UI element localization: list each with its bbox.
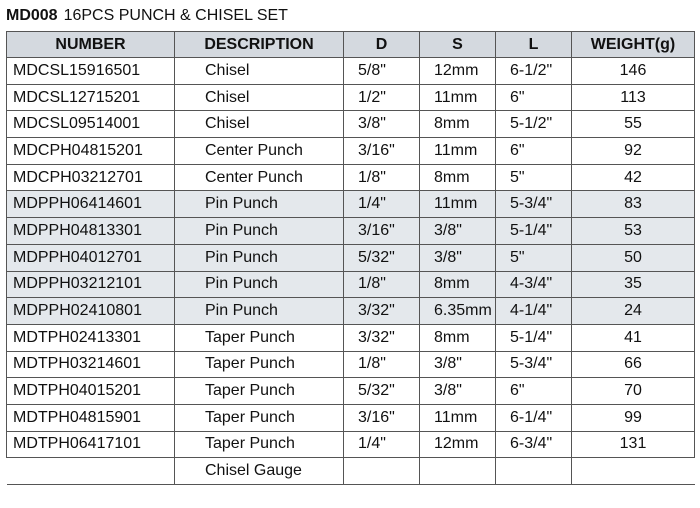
cell-s: 11mm: [420, 84, 496, 111]
cell-weight: 92: [572, 138, 695, 165]
cell-s: 3/8": [420, 351, 496, 378]
cell-d: 3/32": [344, 324, 420, 351]
cell-d: 1/2": [344, 84, 420, 111]
cell-description: Taper Punch: [175, 431, 344, 458]
cell-weight: 66: [572, 351, 695, 378]
cell-number: MDPPH06414601: [7, 191, 175, 218]
cell-weight: 50: [572, 244, 695, 271]
cell-description: Pin Punch: [175, 244, 344, 271]
cell-number: MDPPH02410801: [7, 298, 175, 325]
table-row: [7, 271, 695, 298]
header-number: NUMBER: [7, 32, 175, 58]
cell-weight: 41: [572, 324, 695, 351]
cell-l: 6": [496, 138, 572, 165]
cell-description: Center Punch: [175, 164, 344, 191]
cell-s: 12mm: [420, 58, 496, 85]
cell-description: Chisel: [175, 111, 344, 138]
set-title: 16PCS PUNCH & CHISEL SET: [63, 7, 288, 24]
table-row: [7, 218, 695, 245]
cell-description: Taper Punch: [175, 324, 344, 351]
cell-d: 5/32": [344, 244, 420, 271]
cell-weight: 53: [572, 218, 695, 245]
cell-d: 3/16": [344, 138, 420, 165]
cell-weight: [572, 458, 695, 485]
cell-weight: 42: [572, 164, 695, 191]
cell-l: 6": [496, 378, 572, 405]
cell-number: MDPPH03212101: [7, 271, 175, 298]
table-row: [7, 298, 695, 325]
cell-weight: 70: [572, 378, 695, 405]
table-row: [7, 378, 695, 405]
table-row: [7, 244, 695, 271]
cell-d: [344, 458, 420, 485]
header-row: [7, 32, 695, 58]
cell-description: Taper Punch: [175, 351, 344, 378]
cell-description: Pin Punch: [175, 191, 344, 218]
cell-number: MDCPH03212701: [7, 164, 175, 191]
set-heading: [6, 5, 288, 27]
cell-description: Taper Punch: [175, 404, 344, 431]
table-row: [7, 324, 695, 351]
cell-d: 5/8": [344, 58, 420, 85]
cell-description: Chisel Gauge: [175, 458, 344, 485]
table-row: [7, 191, 695, 218]
cell-number: MDCSL12715201: [7, 84, 175, 111]
cell-s: 3/8": [420, 378, 496, 405]
table-row: [7, 164, 695, 191]
cell-description: Chisel: [175, 84, 344, 111]
table-row: [7, 138, 695, 165]
cell-l: [496, 458, 572, 485]
cell-weight: 24: [572, 298, 695, 325]
cell-s: [420, 458, 496, 485]
cell-d: 1/8": [344, 351, 420, 378]
cell-s: 11mm: [420, 191, 496, 218]
table-header: [7, 32, 695, 58]
cell-s: 8mm: [420, 111, 496, 138]
cell-l: 5-3/4": [496, 351, 572, 378]
cell-weight: 55: [572, 111, 695, 138]
cell-l: 5": [496, 244, 572, 271]
cell-weight: 83: [572, 191, 695, 218]
set-code: MD008: [6, 7, 58, 24]
cell-s: 8mm: [420, 271, 496, 298]
table-row: [7, 458, 695, 485]
cell-description: Pin Punch: [175, 218, 344, 245]
cell-l: 5": [496, 164, 572, 191]
cell-l: 6-3/4": [496, 431, 572, 458]
cell-d: 3/16": [344, 404, 420, 431]
cell-d: 1/4": [344, 191, 420, 218]
header-l: L: [496, 32, 572, 58]
cell-number: MDCSL09514001: [7, 111, 175, 138]
cell-number: MDTPH06417101: [7, 431, 175, 458]
cell-weight: 131: [572, 431, 695, 458]
cell-number: MDPPH04012701: [7, 244, 175, 271]
cell-l: 6-1/4": [496, 404, 572, 431]
cell-weight: 35: [572, 271, 695, 298]
cell-l: 4-1/4": [496, 298, 572, 325]
cell-s: 3/8": [420, 218, 496, 245]
cell-weight: 113: [572, 84, 695, 111]
table-row: [7, 351, 695, 378]
cell-description: Pin Punch: [175, 298, 344, 325]
table-body: [7, 58, 695, 485]
cell-s: 8mm: [420, 324, 496, 351]
cell-s: 3/8": [420, 244, 496, 271]
cell-number: [7, 458, 175, 485]
cell-s: 6.35mm: [420, 298, 496, 325]
header-weight: WEIGHT(g): [572, 32, 695, 58]
cell-l: 4-3/4": [496, 271, 572, 298]
spec-table: [6, 31, 695, 485]
cell-l: 6-1/2": [496, 58, 572, 85]
cell-number: MDTPH03214601: [7, 351, 175, 378]
table-row: [7, 431, 695, 458]
table-row: [7, 111, 695, 138]
cell-number: MDCSL15916501: [7, 58, 175, 85]
cell-s: 11mm: [420, 404, 496, 431]
cell-description: Pin Punch: [175, 271, 344, 298]
cell-d: 3/16": [344, 218, 420, 245]
cell-d: 5/32": [344, 378, 420, 405]
cell-l: 5-1/2": [496, 111, 572, 138]
cell-s: 12mm: [420, 431, 496, 458]
cell-number: MDPPH04813301: [7, 218, 175, 245]
cell-weight: 99: [572, 404, 695, 431]
cell-s: 11mm: [420, 138, 496, 165]
cell-d: 1/8": [344, 164, 420, 191]
cell-d: 3/32": [344, 298, 420, 325]
cell-description: Chisel: [175, 58, 344, 85]
table-row: [7, 404, 695, 431]
header-s: S: [420, 32, 496, 58]
cell-description: Center Punch: [175, 138, 344, 165]
cell-number: MDTPH02413301: [7, 324, 175, 351]
table-row: [7, 84, 695, 111]
cell-number: MDCPH04815201: [7, 138, 175, 165]
cell-l: 5-3/4": [496, 191, 572, 218]
cell-l: 5-1/4": [496, 324, 572, 351]
cell-l: 5-1/4": [496, 218, 572, 245]
cell-number: MDTPH04015201: [7, 378, 175, 405]
cell-d: 3/8": [344, 111, 420, 138]
header-description: DESCRIPTION: [175, 32, 344, 58]
cell-s: 8mm: [420, 164, 496, 191]
cell-description: Taper Punch: [175, 378, 344, 405]
table-row: [7, 58, 695, 85]
cell-d: 1/8": [344, 271, 420, 298]
cell-l: 6": [496, 84, 572, 111]
cell-d: 1/4": [344, 431, 420, 458]
cell-weight: 146: [572, 58, 695, 85]
cell-number: MDTPH04815901: [7, 404, 175, 431]
header-d: D: [344, 32, 420, 58]
